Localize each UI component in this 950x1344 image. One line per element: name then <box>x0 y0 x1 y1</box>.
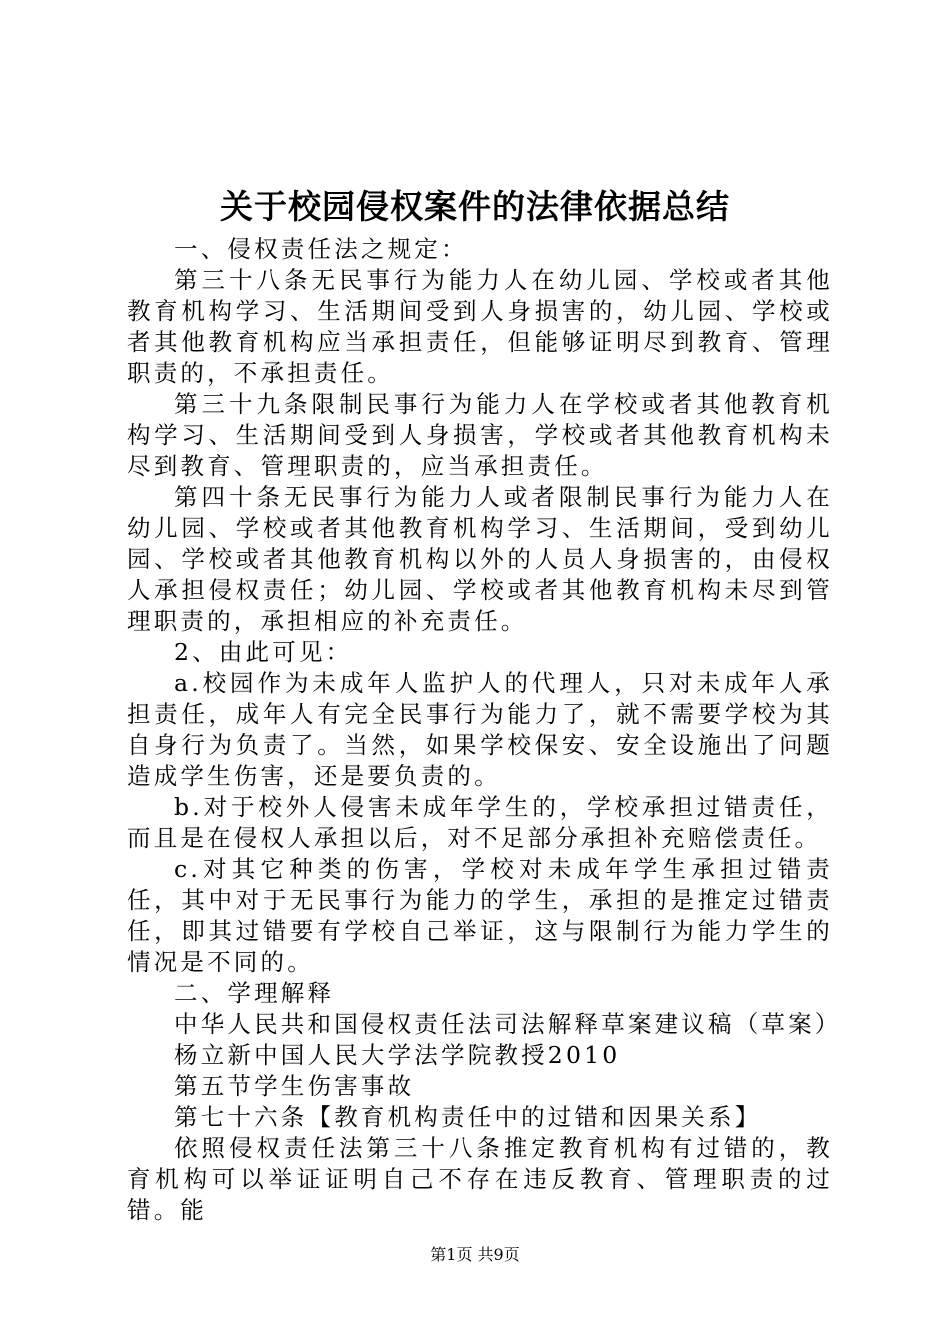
document-title: 关于校园侵权案件的法律依据总结 <box>220 187 730 226</box>
section-heading: 二、学理解释 <box>174 979 335 1007</box>
paragraph: 第七十六条【教育机构责任中的过错和因果关系】 <box>174 1103 762 1131</box>
paragraph: 第三十八条无民事行为能力人在幼儿园、学校或者其他教育机构学习、生活期间受到人身损害的，幼儿园、学校或者其他教育机构应当承担责任，但能够证明尽到教育、管理职责的，不承担责任。 <box>127 266 833 387</box>
paragraph: 中华人民共和国侵权责任法司法解释草案建议稿（草案） <box>174 1010 842 1038</box>
paragraph: 第五节学生伤害事故 <box>174 1072 415 1100</box>
paragraph: c.对其它种类的伤害，学校对未成年学生承担过错责任，其中对于无民事行为能力的学生，承担的是推定过错责任，即其过错要有学校自己举证，这与限制行为能力学生的情况是不同的。 <box>127 855 833 976</box>
paragraph: b.对于校外人侵害未成年学生的，学校承担过错责任，而且是在侵权人承担以后，对不足部分承担补充赔偿责任。 <box>127 793 833 852</box>
paragraph: 依照侵权责任法第三十八条推定教育机构有过错的，教育机构可以举证证明自己不存在违反教育、管理职责的过错。能 <box>127 1134 833 1224</box>
section-heading: 2、由此可见： <box>174 638 353 666</box>
page-number-footer: 第1页 共9页 <box>430 1245 520 1264</box>
section-heading: 一、侵权责任法之规定： <box>174 235 468 263</box>
paragraph: 杨立新中国人民大学法学院教授2010 <box>174 1041 621 1069</box>
paragraph: a.校园作为未成年人监护人的代理人，只对未成年人承担责任，成年人有完全民事行为能力了，就不需要学校为其自身行为负责了。当然，如果学校保安、安全设施出了问题造成学生伤害，还是要负责的。 <box>127 669 833 790</box>
paragraph: 第三十九条限制民事行为能力人在学校或者其他教育机构学习、生活期间受到人身损害，学校或者其他教育机构未尽到教育、管理职责的，应当承担责任。 <box>127 390 833 480</box>
document-body <box>127 234 842 1226</box>
paragraph: 第四十条无民事行为能力人或者限制民事行为能力人在幼儿园、学校或者其他教育机构学习、生活期间，受到幼儿园、学校或者其他教育机构以外的人员人身损害的，由侵权人承担侵权责任；幼儿园、学校或者其他教育机构未尽到管理职责的，承担相应的补充责任。 <box>127 483 833 635</box>
